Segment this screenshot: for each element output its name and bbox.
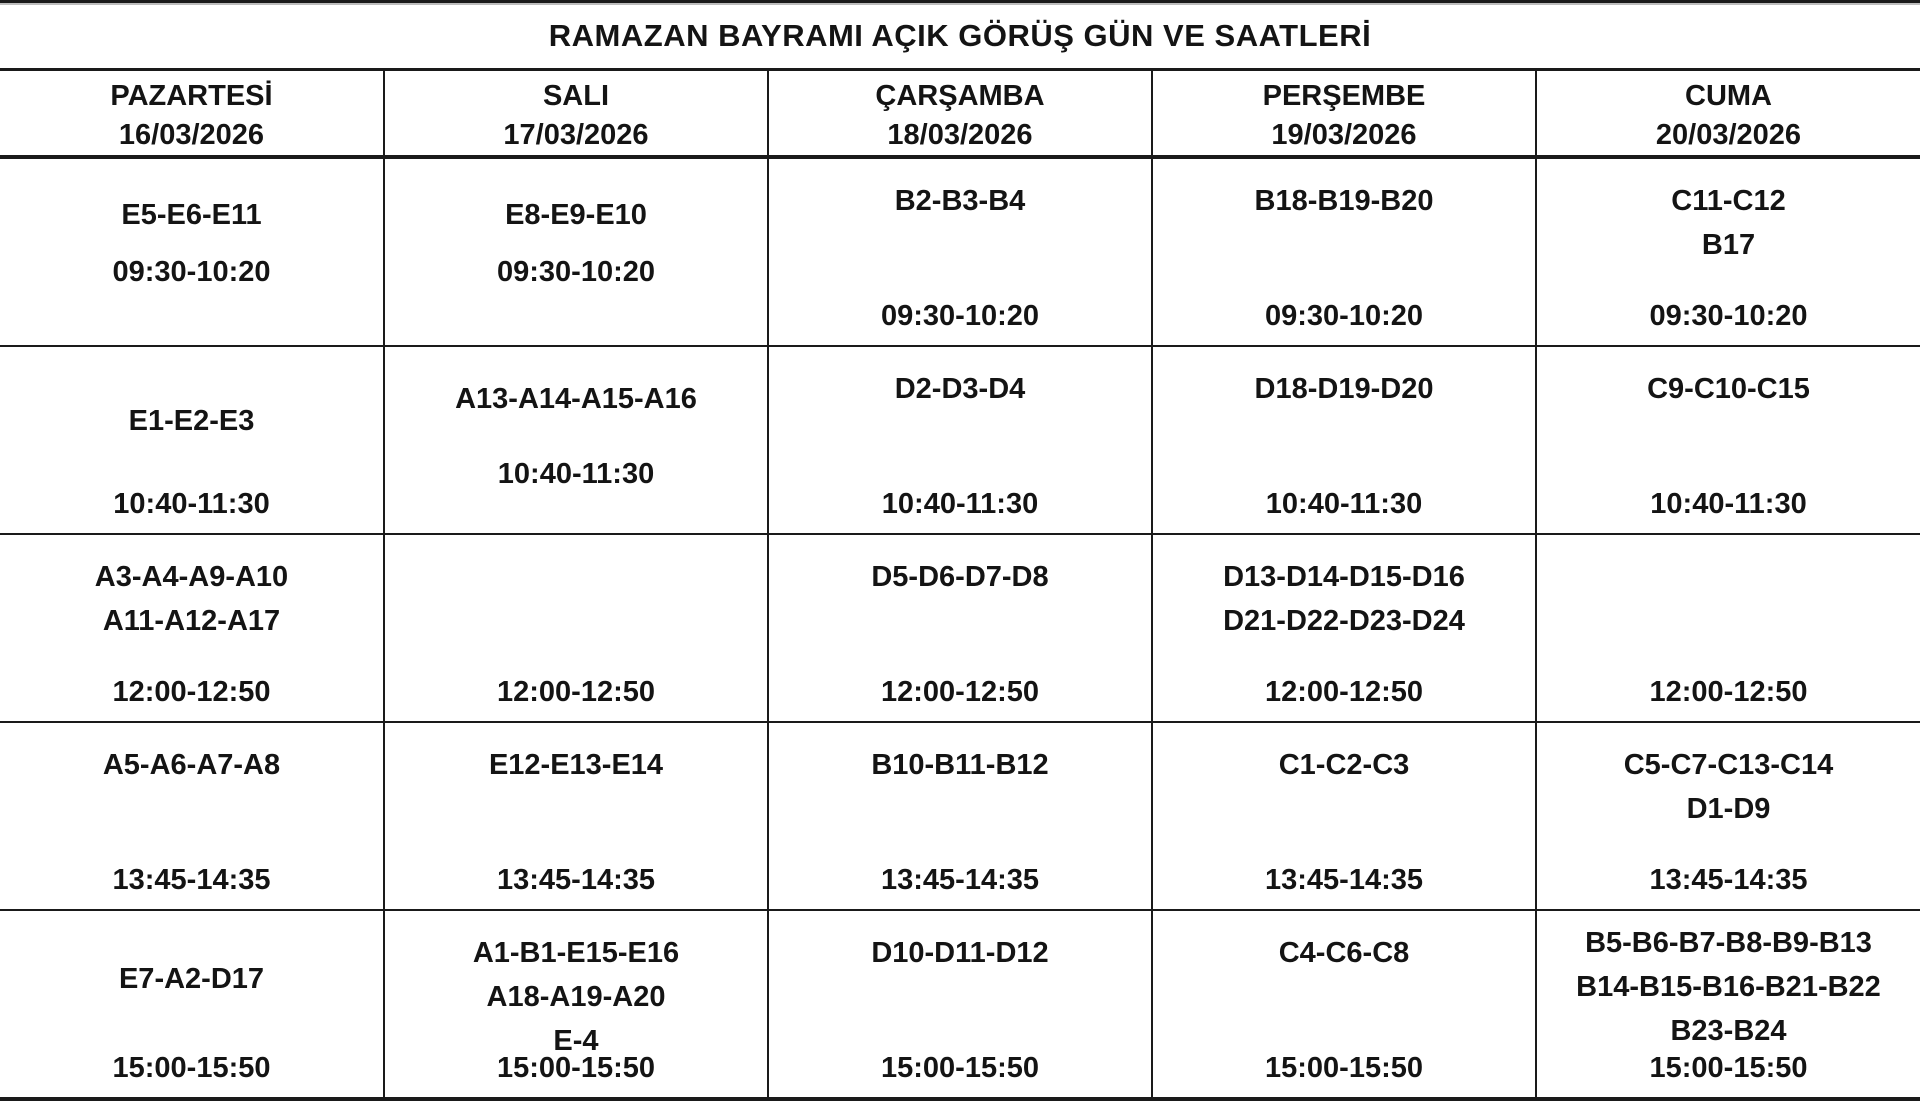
day-date: 20/03/2026 bbox=[1655, 119, 1802, 151]
schedule-cell bbox=[0, 346, 384, 534]
group-line: C9-C10-C15 bbox=[1647, 373, 1810, 405]
time-slot: 09:30-10:20 bbox=[1649, 300, 1808, 332]
schedule-cell bbox=[1152, 346, 1536, 534]
group-line: A3-A4-A9-A10 bbox=[94, 561, 289, 593]
group-line: C4-C6-C8 bbox=[1278, 937, 1410, 969]
time-slot-row bbox=[0, 910, 1920, 1099]
group-list bbox=[385, 743, 767, 787]
day-date: 18/03/2026 bbox=[887, 119, 1033, 151]
time-slot: 15:00-15:50 bbox=[497, 1052, 655, 1084]
group-list bbox=[1153, 743, 1535, 787]
group-line: D2-D3-D4 bbox=[894, 373, 1026, 405]
day-name: ÇARŞAMBA bbox=[875, 80, 1045, 112]
schedule-cell bbox=[768, 346, 1152, 534]
group-line: B23-B24 bbox=[1670, 1015, 1787, 1047]
day-name: CUMA bbox=[1685, 80, 1772, 112]
day-header-friday bbox=[1536, 70, 1920, 158]
time-slot: 13:45-14:35 bbox=[497, 864, 655, 896]
group-line: C1-C2-C3 bbox=[1278, 749, 1410, 781]
group-list bbox=[769, 743, 1151, 787]
day-name: SALI bbox=[542, 80, 610, 112]
group-line: E5-E6-E11 bbox=[121, 199, 262, 231]
time-slot: 15:00-15:50 bbox=[881, 1052, 1039, 1084]
group-line: B10-B11-B12 bbox=[871, 749, 1049, 781]
day-header-tuesday bbox=[384, 70, 768, 158]
group-list bbox=[769, 555, 1151, 599]
day-date: 16/03/2026 bbox=[118, 119, 265, 151]
schedule-cell bbox=[1152, 534, 1536, 722]
group-list bbox=[769, 931, 1151, 975]
group-list bbox=[0, 555, 383, 643]
group-list bbox=[0, 957, 383, 1001]
time-slot: 10:40-11:30 bbox=[1650, 488, 1807, 520]
group-line: B17 bbox=[1701, 229, 1756, 261]
time-slot: 15:00-15:50 bbox=[1649, 1052, 1808, 1084]
group-line: A11-A12-A17 bbox=[102, 605, 281, 637]
visiting-schedule-table bbox=[0, 68, 1920, 1101]
time-slot: 09:30-10:20 bbox=[497, 256, 655, 288]
schedule-cell bbox=[1152, 910, 1536, 1099]
top-border-line bbox=[0, 0, 1920, 5]
time-slot: 15:00-15:50 bbox=[112, 1052, 271, 1084]
time-slot: 09:30-10:20 bbox=[881, 300, 1039, 332]
group-line: C11-C12 bbox=[1671, 185, 1786, 217]
schedule-cell bbox=[1536, 910, 1920, 1099]
document-title: RAMAZAN BAYRAMI AÇIK GÖRÜŞ GÜN VE SAATLERİ bbox=[548, 18, 1372, 53]
time-slot: 10:40-11:30 bbox=[113, 488, 270, 520]
schedule-cell bbox=[768, 157, 1152, 346]
schedule-cell bbox=[0, 157, 384, 346]
group-line: B14-B15-B16-B21-B22 bbox=[1576, 971, 1881, 1003]
time-slot: 10:40-11:30 bbox=[1265, 488, 1423, 520]
schedule-cell bbox=[1536, 157, 1920, 346]
time-slot: 15:00-15:50 bbox=[1265, 1052, 1423, 1084]
day-name: PERŞEMBE bbox=[1262, 80, 1426, 112]
group-list bbox=[0, 399, 383, 443]
time-slot-row bbox=[0, 346, 1920, 534]
time-slot: 12:00-12:50 bbox=[881, 676, 1039, 708]
time-slot: 10:40-11:30 bbox=[497, 458, 655, 490]
schedule-cell bbox=[1536, 534, 1920, 722]
time-slot: 12:00-12:50 bbox=[1265, 676, 1423, 708]
schedule-cell bbox=[0, 722, 384, 910]
group-line: D10-D11-D12 bbox=[871, 937, 1049, 969]
schedule-cell bbox=[1152, 722, 1536, 910]
day-name: PAZARTESİ bbox=[110, 80, 273, 112]
group-list bbox=[769, 179, 1151, 223]
group-list bbox=[0, 193, 383, 237]
time-slot: 13:45-14:35 bbox=[1265, 864, 1423, 896]
time-slot: 12:00-12:50 bbox=[1649, 676, 1808, 708]
schedule-cell bbox=[384, 722, 768, 910]
group-list bbox=[1153, 931, 1535, 975]
group-list bbox=[1537, 367, 1920, 411]
time-slot-row bbox=[0, 157, 1920, 346]
group-list bbox=[1537, 921, 1920, 1053]
time-slot: 10:40-11:30 bbox=[881, 488, 1039, 520]
group-list bbox=[1537, 179, 1920, 267]
group-line: A1-B1-E15-E16 bbox=[472, 937, 680, 969]
group-list bbox=[385, 931, 767, 1063]
day-header-monday bbox=[0, 70, 384, 158]
time-slot: 13:45-14:35 bbox=[1649, 864, 1808, 896]
group-list bbox=[385, 377, 767, 421]
group-line: A13-A14-A15-A16 bbox=[455, 383, 697, 415]
group-list bbox=[1153, 367, 1535, 411]
group-list bbox=[0, 743, 383, 787]
schedule-cell bbox=[1536, 346, 1920, 534]
group-line: E7-A2-D17 bbox=[118, 963, 265, 995]
schedule-cell bbox=[384, 157, 768, 346]
group-line: D1-D9 bbox=[1686, 793, 1771, 825]
group-line: A18-A19-A20 bbox=[486, 981, 666, 1013]
time-slot: 13:45-14:35 bbox=[881, 864, 1039, 896]
group-line: E8-E9-E10 bbox=[505, 199, 647, 231]
time-slot: 12:00-12:50 bbox=[497, 676, 655, 708]
group-line: D13-D14-D15-D16 bbox=[1223, 561, 1465, 593]
group-line: E12-E13-E14 bbox=[488, 749, 664, 781]
table-header-row bbox=[0, 70, 1920, 158]
schedule-cell bbox=[1152, 157, 1536, 346]
group-list bbox=[769, 367, 1151, 411]
schedule-cell bbox=[768, 910, 1152, 1099]
group-line: E1-E2-E3 bbox=[128, 405, 255, 437]
group-line: D5-D6-D7-D8 bbox=[871, 561, 1049, 593]
group-line: B18-B19-B20 bbox=[1254, 185, 1434, 217]
group-line: B2-B3-B4 bbox=[894, 185, 1026, 217]
schedule-cell bbox=[768, 722, 1152, 910]
group-list bbox=[1153, 179, 1535, 223]
day-header-wednesday bbox=[768, 70, 1152, 158]
schedule-cell bbox=[0, 534, 384, 722]
group-line: B5-B6-B7-B8-B9-B13 bbox=[1585, 927, 1872, 959]
time-slot: 09:30-10:20 bbox=[1265, 300, 1423, 332]
group-line: D18-D19-D20 bbox=[1254, 373, 1434, 405]
day-header-thursday bbox=[1152, 70, 1536, 158]
group-line: A5-A6-A7-A8 bbox=[102, 749, 281, 781]
group-list bbox=[385, 193, 767, 237]
time-slot: 12:00-12:50 bbox=[112, 676, 271, 708]
schedule-cell bbox=[384, 910, 768, 1099]
schedule-cell bbox=[0, 910, 384, 1099]
day-date: 17/03/2026 bbox=[503, 119, 649, 151]
group-line: C5-C7-C13-C14 bbox=[1623, 749, 1834, 781]
group-list bbox=[1537, 743, 1920, 831]
schedule-cell bbox=[768, 534, 1152, 722]
schedule-cell bbox=[384, 346, 768, 534]
group-line: E-4 bbox=[553, 1025, 599, 1057]
group-list bbox=[1153, 555, 1535, 643]
time-slot: 13:45-14:35 bbox=[112, 864, 271, 896]
time-slot: 09:30-10:20 bbox=[112, 256, 271, 288]
schedule-cell bbox=[384, 534, 768, 722]
day-date: 19/03/2026 bbox=[1271, 119, 1417, 151]
time-slot-row bbox=[0, 722, 1920, 910]
schedule-cell bbox=[1536, 722, 1920, 910]
group-line: D21-D22-D23-D24 bbox=[1223, 605, 1465, 637]
time-slot-row bbox=[0, 534, 1920, 722]
